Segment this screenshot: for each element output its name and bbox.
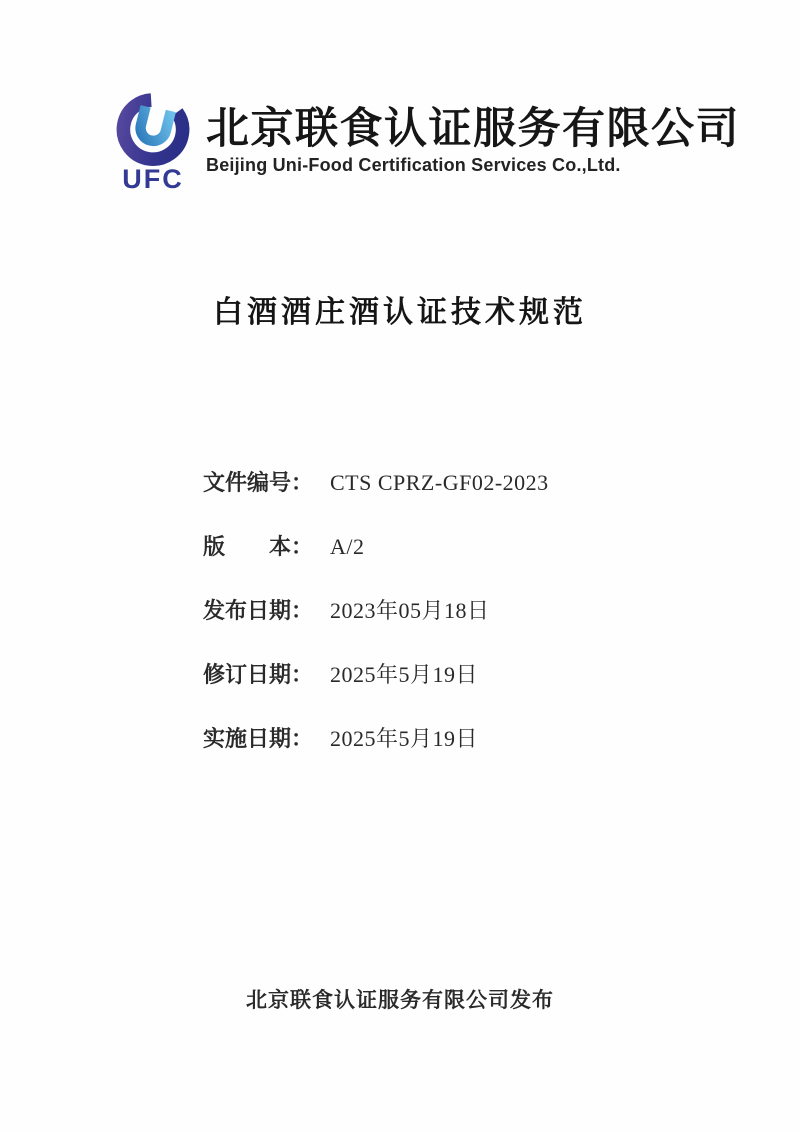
meta-row-implementation-date [203,726,549,752]
ufc-ring-logo-icon [112,88,194,168]
meta-row-release-date [203,598,549,624]
logo-acronym: UFC [122,164,184,194]
document-metadata [203,470,549,790]
meta-value: CTS CPRZ-GF02-2023 [330,470,549,495]
company-name-english: Beijing Uni-Food Certification Services Co.,Ltd. [206,155,621,175]
meta-value: 2025年5月19日 [330,726,479,751]
meta-row-revision-date [203,662,549,688]
document-title: 白酒酒庄酒认证技术规范 [213,296,587,329]
company-header [108,88,740,193]
company-logo [108,88,198,193]
meta-value: A/2 [330,534,365,559]
meta-label: 文件编号： [203,470,314,495]
publisher-line: 北京联食认证服务有限公司发布 [246,988,554,1012]
meta-row-version [203,534,549,560]
company-name-chinese: 北京联食认证服务有限公司 [206,105,740,153]
meta-row-file-number [203,470,549,496]
meta-label: 修订日期： [203,662,314,687]
meta-label: 发布日期： [203,598,314,623]
meta-value: 2023年05月18日 [330,598,490,623]
meta-label: 实施日期： [203,726,314,751]
meta-label: 版 本： [203,534,314,559]
meta-value: 2025年5月19日 [330,662,479,687]
company-names [206,88,740,176]
